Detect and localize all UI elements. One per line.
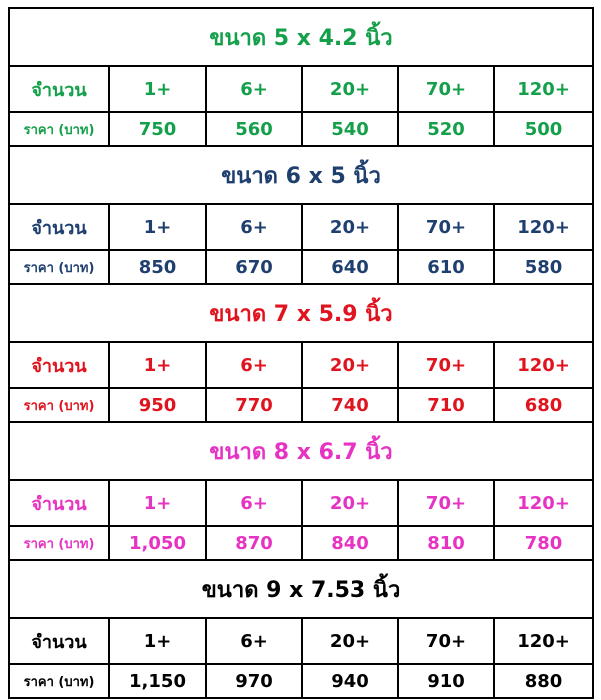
size-title: ขนาด 6 x 5 นิ้ว xyxy=(9,146,593,204)
price-label: ราคา (บาท) xyxy=(9,664,109,698)
price-value: 850 xyxy=(109,250,206,284)
price-label: ราคา (บาท) xyxy=(9,250,109,284)
price-value: 740 xyxy=(302,388,398,422)
quantity-tier: 120+ xyxy=(494,618,593,664)
quantity-tier: 6+ xyxy=(206,342,302,388)
quantity-label: จำนวน xyxy=(9,342,109,388)
price-row xyxy=(9,250,593,284)
quantity-tier: 120+ xyxy=(494,342,593,388)
quantity-tier: 20+ xyxy=(302,66,398,112)
size-title: ขนาด 5 x 4.2 นิ้ว xyxy=(9,8,593,66)
price-value: 580 xyxy=(494,250,593,284)
price-value: 1,150 xyxy=(109,664,206,698)
price-value: 680 xyxy=(494,388,593,422)
price-value: 500 xyxy=(494,112,593,146)
quantity-row xyxy=(9,204,593,250)
quantity-label: จำนวน xyxy=(9,480,109,526)
quantity-tier: 1+ xyxy=(109,342,206,388)
size-title: ขนาด 9 x 7.53 นิ้ว xyxy=(9,560,593,618)
size-title: ขนาด 8 x 6.7 นิ้ว xyxy=(9,422,593,480)
size-title-row xyxy=(9,146,593,204)
price-value: 670 xyxy=(206,250,302,284)
quantity-tier: 20+ xyxy=(302,342,398,388)
quantity-tier: 70+ xyxy=(398,342,494,388)
price-value: 840 xyxy=(302,526,398,560)
size-title: ขนาด 7 x 5.9 นิ้ว xyxy=(9,284,593,342)
quantity-tier: 6+ xyxy=(206,480,302,526)
price-value: 560 xyxy=(206,112,302,146)
price-value: 940 xyxy=(302,664,398,698)
quantity-tier: 1+ xyxy=(109,66,206,112)
price-value: 870 xyxy=(206,526,302,560)
quantity-tier: 20+ xyxy=(302,204,398,250)
quantity-row xyxy=(9,618,593,664)
price-value: 1,050 xyxy=(109,526,206,560)
quantity-row xyxy=(9,342,593,388)
price-value: 970 xyxy=(206,664,302,698)
price-table xyxy=(8,7,594,699)
price-value: 950 xyxy=(109,388,206,422)
price-value: 780 xyxy=(494,526,593,560)
quantity-tier: 70+ xyxy=(398,66,494,112)
price-sheet xyxy=(8,7,594,699)
price-row xyxy=(9,388,593,422)
quantity-tier: 6+ xyxy=(206,66,302,112)
price-row xyxy=(9,526,593,560)
quantity-tier: 6+ xyxy=(206,618,302,664)
price-value: 750 xyxy=(109,112,206,146)
quantity-tier: 6+ xyxy=(206,204,302,250)
price-value: 910 xyxy=(398,664,494,698)
price-value: 770 xyxy=(206,388,302,422)
size-title-row xyxy=(9,422,593,480)
price-label: ราคา (บาท) xyxy=(9,388,109,422)
quantity-tier: 1+ xyxy=(109,618,206,664)
quantity-tier: 120+ xyxy=(494,204,593,250)
price-label: ราคา (บาท) xyxy=(9,112,109,146)
price-value: 710 xyxy=(398,388,494,422)
price-value: 610 xyxy=(398,250,494,284)
quantity-label: จำนวน xyxy=(9,66,109,112)
quantity-tier: 120+ xyxy=(494,480,593,526)
price-row xyxy=(9,112,593,146)
price-value: 810 xyxy=(398,526,494,560)
quantity-tier: 70+ xyxy=(398,618,494,664)
size-title-row xyxy=(9,8,593,66)
price-value: 520 xyxy=(398,112,494,146)
price-table-body xyxy=(9,8,593,698)
quantity-tier: 1+ xyxy=(109,480,206,526)
quantity-tier: 120+ xyxy=(494,66,593,112)
quantity-tier: 20+ xyxy=(302,480,398,526)
quantity-tier: 70+ xyxy=(398,204,494,250)
price-value: 880 xyxy=(494,664,593,698)
size-title-row xyxy=(9,560,593,618)
quantity-label: จำนวน xyxy=(9,618,109,664)
price-row xyxy=(9,664,593,698)
price-value: 540 xyxy=(302,112,398,146)
price-label: ราคา (บาท) xyxy=(9,526,109,560)
quantity-label: จำนวน xyxy=(9,204,109,250)
quantity-row xyxy=(9,480,593,526)
size-title-row xyxy=(9,284,593,342)
quantity-tier: 1+ xyxy=(109,204,206,250)
price-value: 640 xyxy=(302,250,398,284)
quantity-row xyxy=(9,66,593,112)
quantity-tier: 70+ xyxy=(398,480,494,526)
quantity-tier: 20+ xyxy=(302,618,398,664)
